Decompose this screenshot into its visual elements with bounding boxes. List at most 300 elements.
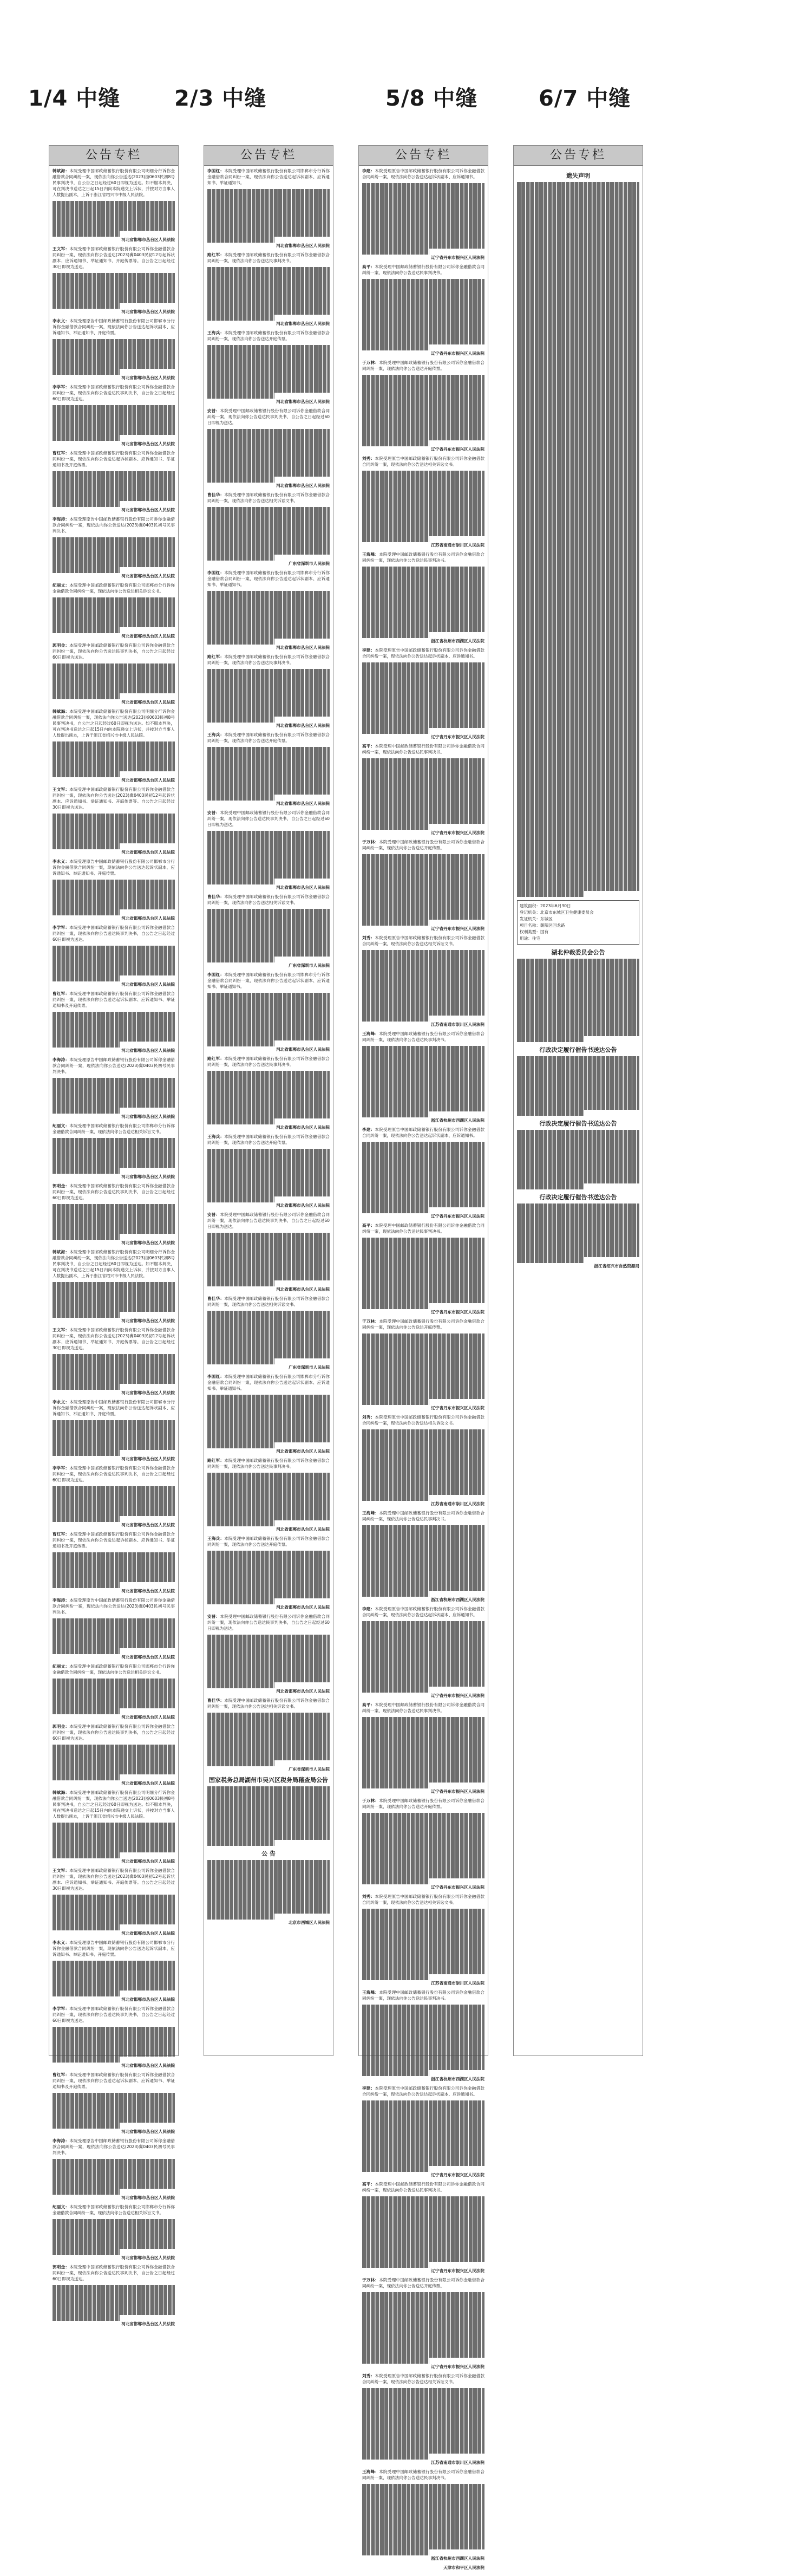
text-line <box>207 1816 330 1822</box>
text-line <box>362 1579 484 1585</box>
text-line <box>207 1341 330 1346</box>
text-line <box>207 1890 330 1896</box>
notice-court <box>53 2255 175 2261</box>
text-line <box>207 393 274 399</box>
notice-item <box>53 1597 175 1615</box>
notice-name: 韩斌海： <box>53 1250 70 1254</box>
notice-text: 本院受理中国邮政储蓄银行股份有限公司诉你金融借款合同纠纷一案，现依法向你公告送达相关诉讼文书。 <box>207 1296 330 1307</box>
text-line <box>53 1840 175 1846</box>
text-line <box>53 1354 175 1360</box>
notice-court <box>207 561 330 567</box>
text-line <box>362 2250 484 2256</box>
text-line <box>362 1639 484 1645</box>
text-line <box>362 1495 429 1501</box>
text-line <box>362 1004 484 1010</box>
text-line <box>362 1154 484 1160</box>
info-line: 项目名称：朝阳区回龙路 <box>520 923 565 928</box>
text-line <box>207 711 330 717</box>
text-line <box>53 1084 175 1090</box>
text-line <box>362 1645 484 1651</box>
text-line <box>517 629 639 635</box>
text-line <box>53 483 175 489</box>
text-line <box>207 219 330 225</box>
text-line <box>53 2051 175 2057</box>
notice-court <box>362 1213 484 1219</box>
notice-court <box>207 1046 330 1052</box>
text-line <box>362 183 484 189</box>
text-line <box>362 2520 484 2526</box>
text-line <box>53 1378 175 1384</box>
text-line <box>53 2171 175 2177</box>
notice-court <box>207 483 330 489</box>
text-line <box>53 1768 175 1774</box>
text-line <box>362 1256 484 1261</box>
text-line <box>517 444 639 450</box>
text-line <box>207 747 330 753</box>
text-line <box>53 747 175 753</box>
text-line <box>53 1990 120 1996</box>
text-line <box>53 958 175 964</box>
text-line <box>362 2316 484 2322</box>
notice-name: 李国红： <box>207 1374 225 1379</box>
court-name: 河北省邯郸市丛台区人民法院 <box>276 1605 330 1610</box>
notice-item <box>362 264 484 276</box>
text-line <box>207 1563 330 1569</box>
text-line <box>53 357 175 363</box>
notice-item <box>207 1697 330 1709</box>
text-line <box>207 1647 330 1653</box>
text-line <box>53 615 175 621</box>
text-line <box>362 477 484 483</box>
notice-text: 本院受理中国邮政储蓄银行股份有限公司诉你金融借款合同纠纷一案，现依法向你公告送达开庭传票。 <box>207 1536 330 1547</box>
text-line <box>362 2064 484 2070</box>
notice-text: 本院受理原告中国邮政储蓄银行股份有限公司诉你金融借款合同纠纷一案，现依法向你公告送达相关诉讼文书。 <box>362 456 485 467</box>
text-line <box>53 825 175 831</box>
text-line <box>53 2183 175 2189</box>
text-line <box>362 231 484 237</box>
text-line <box>207 1011 330 1017</box>
text-line <box>207 627 330 633</box>
info-line: 发证机关：东城区 <box>520 916 553 921</box>
text-line <box>207 705 330 711</box>
text-line <box>362 495 484 500</box>
notice-name: 李永义： <box>53 1400 70 1404</box>
text-line <box>517 1056 639 1062</box>
text-line <box>53 1757 175 1762</box>
notice-text: 本院受理原告中国邮政储蓄银行股份有限公司诉你金融借款合同纠纷一案，现依法向你公告送达起诉状副本、应诉通知书。 <box>362 648 485 659</box>
text-line <box>207 465 330 471</box>
text-line <box>207 1520 274 1526</box>
notice-court <box>362 1022 484 1027</box>
text-line <box>207 213 330 219</box>
notice-name: 王海峰： <box>362 1511 379 1515</box>
org-name: 浙江省绍兴市自然资源局 <box>594 1264 639 1269</box>
text-line <box>362 2538 484 2544</box>
text-line <box>362 686 484 692</box>
notice-text: 本院受理中国邮政储蓄银行股份有限公司明细分行诉你金融借款合同纠纷一案，现依法向你公告送达(2023)浙0603民初8号民事判决书，自公告之日起经过60日即视为送达。如不服本判决，可在判决书送达之日起15日内向本院递交上诉状，并按对方当事人人数提出副本，上诉于浙江省绍兴市中级人民法院。 <box>53 1250 175 1278</box>
notice-text: 本院受理中国邮政储蓄银行股份有限公司诉你金融借款合同纠纷一案，现依法向你公告送达开庭传票。 <box>207 732 330 743</box>
text-line <box>362 2532 484 2538</box>
text-line <box>517 218 639 224</box>
court-name: 广东省深圳市人民法院 <box>289 1365 330 1370</box>
text-line <box>53 1288 175 1294</box>
court-name: 辽宁省丹东市振兴区人民法院 <box>431 734 484 739</box>
notice-name: 高平： <box>362 1223 375 1228</box>
text-line <box>53 2225 175 2231</box>
notice-item <box>207 1536 330 1547</box>
court-name: 河北省邯郸市丛台区人民法院 <box>276 645 330 650</box>
court-name: 辽宁省丹东市振兴区人民法院 <box>431 1406 484 1410</box>
text-line <box>517 736 639 742</box>
text-line <box>362 1591 429 1597</box>
notice-text: 本院受理中国邮政储蓄银行股份有限公司诉你金融借款合同纠纷一案，现依法向你公告送达相关诉讼文书。 <box>207 894 330 905</box>
text-line <box>362 2358 429 2364</box>
text-line <box>53 1751 175 1757</box>
text-line <box>362 1076 484 1082</box>
text-line <box>53 1648 120 1654</box>
notice-item <box>53 1057 175 1075</box>
text-line <box>362 344 429 350</box>
text-line <box>362 1459 484 1465</box>
text-line <box>362 1938 484 1944</box>
court-name: 河北省邯郸市丛台区人民法院 <box>276 1527 330 1532</box>
text-line <box>362 2262 429 2268</box>
text-line <box>207 1436 330 1442</box>
text-line <box>517 665 639 671</box>
text-line <box>517 1245 639 1251</box>
court-name: 河北省邯郸市丛台区人民法院 <box>121 1240 175 1245</box>
notice-item <box>362 1894 484 1905</box>
text-line <box>517 748 639 754</box>
text-line <box>53 669 175 675</box>
text-line <box>207 435 330 441</box>
text-line <box>517 224 639 230</box>
text-line <box>362 2436 484 2442</box>
court-name: 广东省深圳市人民法院 <box>289 561 330 566</box>
text-line <box>362 1189 484 1195</box>
notice-item <box>362 168 484 180</box>
text-line <box>362 2052 484 2058</box>
text-line <box>517 1006 639 1012</box>
text-line <box>517 438 639 444</box>
text-line <box>362 1933 484 1938</box>
notice-court <box>53 1174 175 1180</box>
text-line <box>207 687 330 693</box>
text-line <box>517 402 639 408</box>
notice-court <box>362 638 484 644</box>
text-line <box>207 615 330 621</box>
notice-text: 本院受理中国邮政储蓄银行股份有限公司诉你金融借款合同纠纷一案，现依法向你公告送达(2023)冀0403民初12号起诉状副本、应诉通知书、举证通知书、开庭传票等。自公告之日起经过30日即视为送达。 <box>53 787 175 810</box>
text-line <box>207 789 330 795</box>
notice-item <box>207 330 330 342</box>
text-line <box>53 609 175 615</box>
text-line <box>517 307 639 313</box>
notice-text: 本院受理中国邮政储蓄银行股份有限公司诉你金融借款合同纠纷一案，现依法向你公告送达民事判决书，自公告之日起经过60日即视为送达。 <box>207 1212 330 1229</box>
notice-item <box>53 2006 175 2024</box>
text-line <box>517 480 639 486</box>
text-line <box>362 728 429 734</box>
text-line <box>362 1094 484 1100</box>
notice-text: 本院受理中国邮政储蓄银行股份有限公司诉你金融借款合同纠纷一案，现依法向你公告送达(2023)冀0403民初12号起诉状副本、应诉通知书、举证通知书、开庭传票等。自公告之日起经过30日即视为送达。 <box>53 1328 175 1350</box>
text-line <box>362 986 484 992</box>
notice-text: 本院受理原告中国邮政储蓄银行股份有限公司诉你金融借款合同纠纷一案，现依法向你公告送达(2023)冀0403民初号民事判决书。 <box>53 1057 175 1074</box>
notice-name: 王海兵： <box>207 1536 225 1541</box>
text-line <box>207 1274 330 1280</box>
text-line <box>53 1913 175 1918</box>
notice-court <box>53 375 175 381</box>
notice-court <box>362 2364 484 2370</box>
text-line <box>53 1024 175 1030</box>
court-name: 河北省邯郸市丛台区人民法院 <box>276 243 330 248</box>
court-name: 河北省邯郸市丛台区人民法院 <box>276 885 330 890</box>
text-line <box>207 1023 330 1029</box>
notice-name: 韩斌海： <box>53 709 70 714</box>
court-name: 河北省邯郸市丛台区人民法院 <box>276 483 330 488</box>
text-line <box>517 796 639 802</box>
court-name: 河北省邯郸市丛台区人民法院 <box>121 2321 175 2326</box>
text-line <box>362 2226 484 2232</box>
text-line <box>362 722 484 728</box>
text-line <box>362 1669 484 1675</box>
notice-text: 本院受理中国邮政储蓄银行股份有限公司诉你金融借款合同纠纷一案，现依法向你公告送达开庭传票。 <box>207 1134 330 1145</box>
text-line <box>362 237 484 243</box>
text-line <box>362 2028 484 2034</box>
notice-court <box>362 1788 484 1794</box>
text-line <box>517 647 639 653</box>
text-line <box>53 1102 175 1108</box>
text-line <box>362 2484 484 2490</box>
notice-court <box>53 777 175 783</box>
text-line <box>207 1902 330 1908</box>
text-line <box>362 770 484 776</box>
text-line <box>53 2315 120 2321</box>
text-line <box>517 486 639 492</box>
text-line <box>362 1909 484 1915</box>
notice-item <box>362 1031 484 1043</box>
text-line <box>517 534 639 539</box>
text-line <box>362 573 484 578</box>
text-line <box>517 551 639 557</box>
text-line <box>362 692 484 698</box>
text-line <box>207 1508 330 1514</box>
court-name: 北京市西城区人民法院 <box>289 1920 330 1925</box>
text-line <box>362 1549 484 1555</box>
text-line <box>53 2045 175 2051</box>
notice-item <box>53 1723 175 1741</box>
text-line <box>362 518 484 524</box>
text-line <box>517 814 639 819</box>
notice-text: 本院受理中国邮政储蓄银行股份有限公司诉你金融借款合同纠纷一案，现依法向你公告送达民事判决书。 <box>362 1990 484 2001</box>
text-line <box>53 1012 175 1018</box>
text-line <box>362 1950 484 1956</box>
text-line <box>207 1040 274 1046</box>
text-line <box>362 2334 484 2340</box>
text-line <box>362 297 484 303</box>
court-name: 河北省邯郸市丛台区人民法院 <box>121 1859 175 1864</box>
text-line <box>53 1096 175 1102</box>
text-line <box>362 1142 484 1148</box>
text-line <box>362 2340 484 2346</box>
text-line <box>517 802 639 808</box>
text-line <box>362 381 484 387</box>
text-line <box>362 998 484 1004</box>
text-line <box>362 872 484 878</box>
notice-text: 本院受理中国邮政储蓄银行股份有限公司诉你金融借款合同纠纷一案，现依法向你公告送达民事判决书。 <box>207 654 330 665</box>
notice-court <box>53 1654 175 1660</box>
text-line <box>362 1627 484 1633</box>
court-name: 浙江省杭州市西湖区人民法院 <box>431 2077 484 2081</box>
notice-item <box>53 858 175 876</box>
text-line <box>362 2166 429 2172</box>
notice-court <box>53 237 175 243</box>
text-line <box>362 1333 484 1339</box>
text-line <box>207 309 330 315</box>
court-name: 河北省邯郸市丛台区人民法院 <box>121 237 175 242</box>
text-line <box>362 1855 484 1861</box>
text-line <box>362 884 484 890</box>
text-line <box>362 1968 484 1974</box>
notice-item <box>207 1056 330 1068</box>
text-line <box>207 315 274 321</box>
text-line <box>362 1753 484 1759</box>
text-line <box>362 1351 484 1357</box>
text-line <box>207 1191 330 1196</box>
text-line <box>362 1465 484 1471</box>
text-line <box>207 351 330 357</box>
notice-text: 本院受理中国邮政储蓄银行股份有限公司诉你金融借款合同纠纷一案，现依法向你公告送达民事判决书。 <box>207 252 330 263</box>
text-line <box>53 1294 175 1300</box>
text-line <box>362 632 429 638</box>
text-line <box>53 1312 120 1318</box>
notice-name: 高平： <box>362 264 375 269</box>
text-line <box>517 373 639 379</box>
notice-item <box>207 1212 330 1230</box>
text-line <box>207 1502 330 1508</box>
notice-item <box>53 1868 175 1891</box>
notice-name: 曹红军： <box>53 991 70 996</box>
notice-name: 高平： <box>362 1702 375 1707</box>
text-line <box>517 730 639 736</box>
notice-column-3 <box>358 145 488 2570</box>
fold-label-3: 5/8 中缝 <box>385 86 478 111</box>
text-line <box>362 1250 484 1256</box>
notice-court <box>53 1858 175 1864</box>
text-line <box>517 325 639 331</box>
footer-court <box>207 1920 330 1926</box>
text-line <box>362 471 484 477</box>
text-line <box>207 1731 330 1736</box>
notice-name: 纪丽文： <box>53 583 70 588</box>
text-line <box>53 1552 175 1558</box>
notice-text: 本院受理中国邮政储蓄银行股份有限公司诉你金融借款合同纠纷一案，现依法向你公告送达起诉状副本、应诉通知书、举证通知书及开庭传票。 <box>53 451 175 467</box>
text-line <box>207 1485 330 1491</box>
text-line <box>362 1783 429 1788</box>
text-line <box>53 2243 175 2249</box>
text-line <box>517 420 639 426</box>
notice-text: 本院受理中国邮政储蓄银行股份有限公司诉你金融借款合同纠纷一案，现依法向你公告送达开庭传票。 <box>207 330 330 341</box>
notice-name: 王文军： <box>53 246 70 251</box>
text-line <box>53 285 175 291</box>
text-line <box>517 682 639 688</box>
text-line <box>53 1036 175 1042</box>
text-line <box>53 303 120 309</box>
text-line <box>207 1424 330 1430</box>
text-line <box>517 379 639 385</box>
text-line <box>207 1497 330 1502</box>
court-name: 河北省邯郸市丛台区人民法院 <box>121 1931 175 1936</box>
text-line <box>53 279 175 285</box>
text-line <box>207 1358 274 1364</box>
notice-item <box>362 2469 484 2481</box>
text-line <box>362 2526 484 2532</box>
text-line <box>53 1216 175 1222</box>
text-line <box>362 1585 484 1591</box>
court-name: 河北省邯郸市丛台区人民法院 <box>121 2195 175 2200</box>
text-line <box>207 1810 330 1816</box>
court-name: 辽宁省丹东市振兴区人民法院 <box>431 2268 484 2273</box>
text-line <box>517 1062 639 1068</box>
notice-court <box>207 884 330 890</box>
text-line <box>207 1884 330 1890</box>
notice-court <box>53 915 175 921</box>
text-line <box>517 879 639 885</box>
text-line <box>362 201 484 207</box>
text-line <box>207 927 330 933</box>
text-line <box>362 2346 484 2352</box>
notice-text: 本院受理原告中国邮政储蓄银行股份有限公司诉你金融借款合同纠纷一案，现依法向你公告送达起诉状副本、应诉通知书。 <box>362 168 485 179</box>
text-line <box>517 504 639 510</box>
notice-text: 本院受理中国邮政储蓄银行股份有限公司诉你金融借款合同纠纷一案，现依法向你公告送达民事判决书，自公告之日起经过60日即视为送达。 <box>53 1183 175 1200</box>
text-line <box>207 831 330 837</box>
text-line <box>53 765 175 771</box>
text-line <box>53 1985 175 1990</box>
text-line <box>362 1207 429 1213</box>
notice-name: 安普： <box>207 1212 220 1217</box>
notice-item <box>53 1183 175 1201</box>
court-name: 辽宁省丹东市振兴区人民法院 <box>431 1310 484 1315</box>
text-line <box>362 2292 484 2298</box>
text-line <box>362 2232 484 2238</box>
text-line <box>362 1561 484 1567</box>
section-heading: 行政决定履行催告书送达公告 <box>539 1194 617 1201</box>
text-line <box>207 1641 330 1647</box>
text-line <box>362 1369 484 1375</box>
court-name: 河北省邯郸市丛台区人民法院 <box>121 1318 175 1323</box>
court-name: 河北省邯郸市丛台区人民法院 <box>121 982 175 987</box>
notice-item <box>362 2277 484 2289</box>
notice-name: 李国红： <box>207 972 225 977</box>
text-line <box>362 1944 484 1950</box>
notice-name: 李国红： <box>207 570 225 575</box>
court-name: 河北省邯郸市丛台区人民法院 <box>121 2255 175 2260</box>
text-line <box>53 219 175 225</box>
text-line <box>53 537 175 543</box>
text-line <box>53 417 175 423</box>
text-line <box>362 405 484 411</box>
text-line <box>207 441 330 447</box>
text-line <box>517 1110 584 1116</box>
text-line <box>362 626 484 632</box>
text-line <box>362 2220 484 2226</box>
notice-item <box>362 1414 484 1426</box>
notice-name: 路红军： <box>207 1458 225 1463</box>
notice-name: 李学军： <box>53 2006 70 2011</box>
text-line <box>207 381 330 387</box>
notice-name: 纪丽文： <box>53 1664 70 1669</box>
text-line <box>362 890 484 896</box>
text-line <box>362 710 484 716</box>
text-line <box>53 819 175 825</box>
